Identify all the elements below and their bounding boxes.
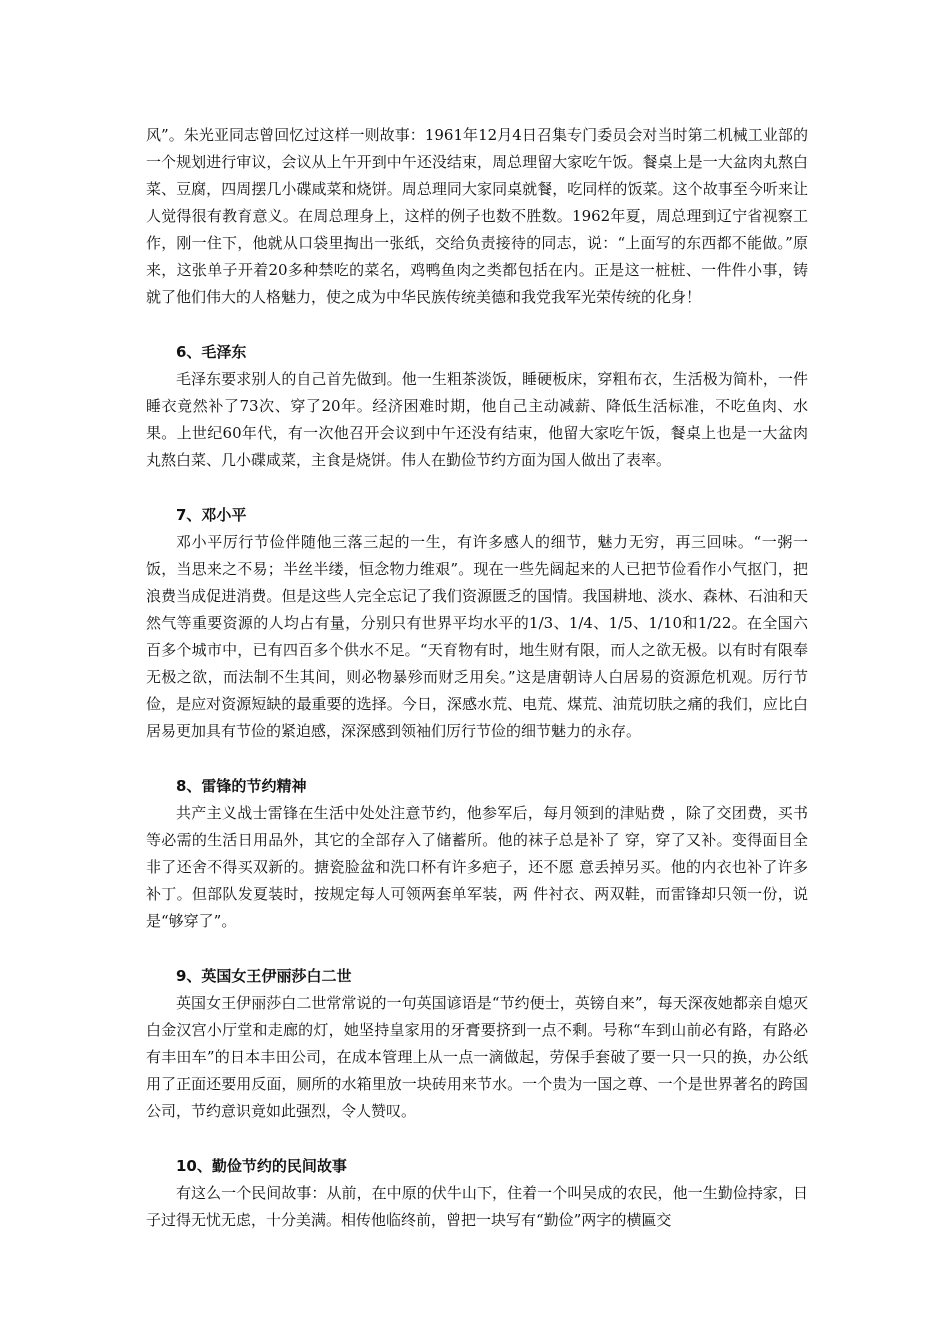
section-paragraph: 英国女王伊丽莎白二世常常说的一句英国谚语是“节约便士，英镑自来”，每天深夜她都亲自熄灭白金汉宫小厅堂和走廊的灯，她坚持皇家用的牙膏要挤到一点不剩。号称“车到山前必有路，有路必有丰田车”的日本丰田公司，在成本管理上从一点一滴做起，劳保手套破了要一只一只的换，办公纸用了正面还要用反面，厕所的水箱里放一块砖用来节水。一个贵为一国之尊、一个是世界著名的跨国公司，节约意识竟如此强烈，令人赞叹。: [146, 994, 808, 1120]
section-heading: 9、英国女王伊丽莎白二世: [176, 967, 352, 985]
section-heading: 10、勤俭节约的民间故事: [176, 1157, 347, 1175]
section-heading: 8、雷锋的节约精神: [176, 777, 307, 795]
section-deng-xiaoping: [146, 502, 808, 745]
section-mao-zedong: [146, 339, 808, 474]
section-lei-feng: [146, 773, 808, 935]
intro-paragraph: 风”。朱光亚同志曾回忆过这样一则故事：1961年12月4日召集专门委员会对当时第二机械工业部的一个规划进行审议，会议从上午开到中午还没结束，周总理留大家吃午饭。餐桌上是一大盆肉丸熬白菜、豆腐，四周摆几小碟咸菜和烧饼。周总理同大家同桌就餐，吃同样的饭菜。这个故事至今听来让人觉得很有教育意义。在周总理身上，这样的例子也数不胜数。1962年夏，周总理到辽宁省视察工作，刚一住下，他就从口袋里掏出一张纸，交给负责接待的同志，说：“上面写的东西都不能做。”原来，这张单子开着20多种禁吃的菜名，鸡鸭鱼肉之类都包括在内。正是这一桩桩、一件件小事，铸就了他们伟大的人格魅力，使之成为中华民族传统美德和我党我军光荣传统的化身！: [146, 126, 808, 306]
section-paragraph: 共产主义战士雷锋在生活中处处注意节约，他参军后，每月领到的津贴费 ，除了交团费，买书等必需的生活日用品外，其它的全部存入了储蓄所。他的袜子总是补了 穿，穿了又补。变得面目全非了还舍不得买双新的。搪瓷脸盆和洗口杯有许多疤子，还不愿 意丢掉另买。他的内衣也补了许多补丁。但部队发夏装时，按规定每人可领两套单军装，两 件衬衣、两双鞋，而雷锋却只领一份，说是“够穿了”。: [146, 804, 808, 930]
section-paragraph: 毛泽东要求别人的自己首先做到。他一生粗茶淡饭，睡硬板床，穿粗布衣，生活极为简朴，一件睡衣竟然补了73次、穿了20年。经济困难时期，他自己主动减薪、降低生活标准，不吃鱼肉、水果。上世纪60年代，有一次他召开会议到中午还没有结束，他留大家吃午饭，餐桌上也是一大盆肉丸熬白菜、几小碟咸菜，主食是烧饼。伟人在勤俭节约方面为国人做出了表率。: [146, 370, 808, 469]
section-queen-elizabeth: [146, 963, 808, 1125]
section-heading: 6、毛泽东: [176, 343, 247, 361]
section-heading: 7、邓小平: [176, 506, 247, 524]
section-paragraph: 有这么一个民间故事：从前，在中原的伏牛山下，住着一个叫吴成的农民，他一生勤俭持家，日子过得无忧无虑，十分美满。相传他临终前，曾把一块写有“勤俭”两字的横匾交: [146, 1184, 808, 1229]
section-paragraph: 邓小平厉行节俭伴随他三落三起的一生，有许多感人的细节，魅力无穷，再三回味。“一粥一饭，当思来之不易；半丝半缕，恒念物力维艰”。现在一些先阔起来的人已把节俭看作小气抠门，把浪费当成促进消费。但是这些人完全忘记了我们资源匮乏的国情。我国耕地、淡水、森林、石油和天然气等重要资源的人均占有量，分别只有世界平均水平的1/3、1/4、1/5、1/10和1/22。在全国六百多个城市中，已有四百多个供水不足。“天育物有时，地生财有限，而人之欲无极。以有时有限奉无极之欲，而法制不生其间，则必物暴殄而财乏用矣。”这是唐朝诗人白居易的资源危机观。厉行节俭，是应对资源短缺的最重要的选择。今日，深感水荒、电荒、煤荒、油荒切肤之痛的我们，应比白居易更加具有节俭的紧迫感，深深感到领袖们厉行节俭的细节魅力的永存。: [146, 533, 808, 740]
document-body: [146, 122, 808, 1234]
section-folk-story: [146, 1153, 808, 1234]
